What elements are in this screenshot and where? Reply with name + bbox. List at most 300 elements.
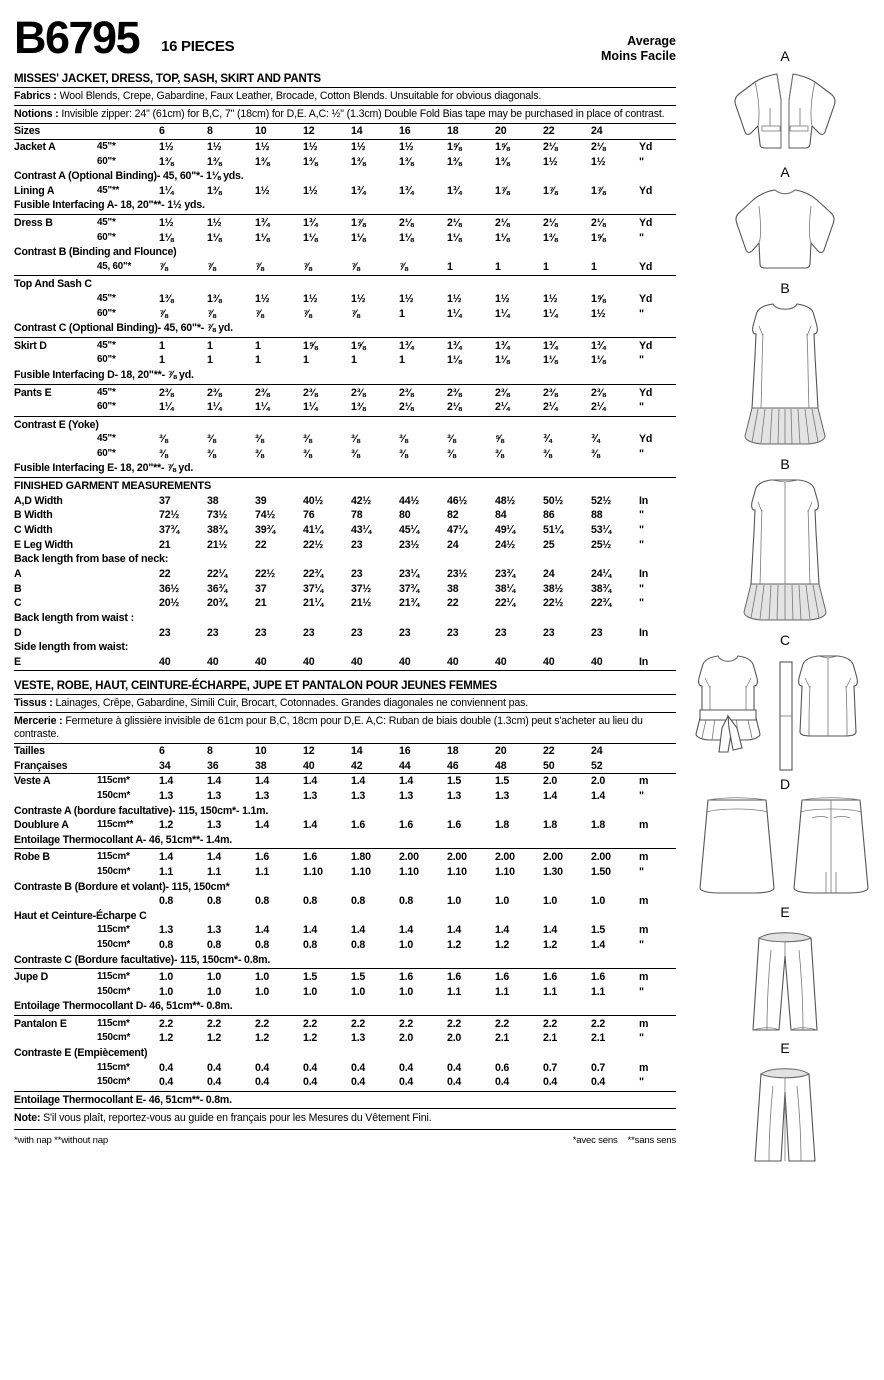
cell: 86 — [543, 509, 555, 522]
notions-label: Notions : — [14, 108, 59, 121]
fabric-width: 115cm* — [97, 1061, 130, 1073]
cell: 0.7 — [591, 1061, 606, 1074]
figure-label: A — [780, 164, 790, 180]
size-col: 52 — [591, 759, 603, 772]
row-label — [14, 1031, 97, 1046]
row-label — [14, 432, 97, 447]
cell: 2⅜ — [159, 386, 174, 399]
cell: ⅜ — [591, 447, 600, 460]
cell: ⅜ — [303, 433, 312, 446]
table-row — [14, 744, 676, 759]
unit: Yd — [639, 339, 653, 352]
size-col: 10 — [255, 125, 267, 138]
table-row — [14, 353, 676, 368]
table-row — [14, 508, 676, 523]
cell: 1.6 — [591, 971, 606, 984]
row-label — [14, 894, 97, 909]
fabrics-label: Fabrics : — [14, 90, 57, 102]
cell: 0.4 — [399, 1076, 414, 1089]
notions-text: Invisible zipper: 24" (61cm) for B,C, 7" (18cm) for D,E. A,C: ½" (1.3cm) Double Fold Bias tape may be purchased in place of contrast. — [61, 108, 665, 121]
title-fr: VESTE, ROBE, HAUT, CEINTURE-ÉCHARPE, JUPE ET PANTALON POUR JEUNES FEMMES — [14, 679, 497, 692]
cell: 0.4 — [543, 1076, 558, 1089]
cell: 1⅞ — [495, 184, 510, 197]
fabric-width: 115cm* — [97, 924, 130, 936]
unit: Yd — [639, 141, 653, 153]
cell: 1 — [255, 354, 261, 367]
cell: 2.00 — [495, 851, 515, 864]
cell: 2.2 — [399, 1017, 414, 1030]
size-col: 6 — [159, 125, 165, 138]
cell: 22½ — [303, 538, 324, 551]
note-fr-text: S'il vous plaît, reportez-vous au guide en français pour les Mesures du Vêtement Fini. — [43, 1112, 432, 1125]
yardage-contrast-b — [14, 260, 676, 275]
unit: " — [639, 509, 644, 522]
cell: 38 — [447, 582, 459, 595]
fabric-width: 115cm* — [97, 851, 130, 863]
cell: 22 — [159, 568, 171, 581]
cell: 2⅛ — [447, 216, 462, 229]
cell: 2.1 — [495, 1032, 510, 1045]
cell: 1⅜ — [207, 184, 222, 197]
size-col: 10 — [255, 745, 267, 758]
cell: 0.7 — [543, 1061, 558, 1074]
unit: " — [639, 307, 644, 320]
cell: 1.4 — [591, 938, 606, 951]
cell: 1.6 — [495, 971, 510, 984]
cell: 40½ — [303, 494, 324, 507]
table-row — [14, 938, 676, 953]
cell: 1½ — [495, 292, 510, 305]
cell: 1 — [591, 260, 597, 273]
cell: 82 — [447, 509, 459, 522]
cell: 23 — [255, 626, 267, 639]
cell: 1⅛ — [447, 354, 462, 367]
cell: 23¾ — [495, 568, 516, 581]
cell: 1.1 — [447, 985, 462, 998]
cell: 1.0 — [207, 971, 222, 984]
cell: 24½ — [495, 538, 516, 551]
row-label — [14, 155, 97, 170]
row-label — [14, 400, 97, 415]
cell: 2.00 — [591, 851, 611, 864]
cell: 1.4 — [591, 789, 606, 802]
cell: 2⅜ — [255, 386, 270, 399]
size-col: 46 — [447, 759, 459, 772]
unit: m — [639, 895, 649, 908]
size-col: 12 — [303, 745, 315, 758]
size-col: 48 — [495, 759, 507, 772]
difficulty-block — [601, 34, 676, 64]
cell: 1 — [303, 354, 309, 367]
cell: 1.0 — [591, 895, 606, 908]
fabric-width: 150cm* — [97, 1076, 131, 1088]
cell: 1.1 — [543, 985, 558, 998]
cell: 23½ — [447, 568, 468, 581]
row-label — [14, 938, 97, 953]
note-fusible-d: Fusible Interfacing D- 18, 20"**- ⅞ yd. — [14, 368, 194, 381]
cell: 40 — [447, 656, 459, 668]
cell: ⅜ — [495, 447, 504, 460]
note-entoilage-e: Entoilage Thermocollant E- 46, 51cm**- 0.8m. — [14, 1093, 232, 1106]
cell: 80 — [399, 509, 411, 522]
dress-front-flounce-icon — [715, 296, 855, 456]
unit: Yd — [639, 433, 653, 446]
cell: 23½ — [399, 538, 420, 551]
yardage-dress-b — [14, 216, 676, 245]
metrage-contraste-e — [14, 1061, 676, 1090]
fabric-width: 45"* — [97, 339, 116, 351]
cell: 1.5 — [303, 971, 318, 984]
cell: 1.4 — [207, 851, 222, 864]
cell: ⅞ — [351, 260, 360, 273]
table-row — [14, 400, 676, 415]
size-col: 20 — [495, 125, 507, 138]
table-row — [14, 432, 676, 447]
cell: 1.4 — [303, 775, 318, 788]
cell: 1⅜ — [159, 155, 174, 168]
table-row — [14, 538, 676, 553]
table-row — [14, 582, 676, 597]
cell: 1.6 — [399, 819, 414, 832]
sizes-label: Sizes — [14, 125, 41, 138]
divider — [14, 477, 676, 478]
pants-front-icon — [715, 920, 855, 1040]
row-label — [14, 1061, 97, 1076]
cell: 40 — [399, 656, 411, 668]
cell: 1.6 — [543, 971, 558, 984]
cell: 1.8 — [495, 819, 510, 832]
cell: 38 — [207, 494, 219, 507]
cell: 0.6 — [495, 1061, 510, 1074]
figure-dress-front — [690, 280, 880, 456]
cell: 23 — [447, 626, 459, 639]
cell: 0.4 — [207, 1076, 222, 1089]
cell: 22½ — [255, 568, 276, 581]
cell: 25 — [543, 538, 555, 551]
cell: ⅝ — [495, 433, 504, 446]
figure-dress-back — [690, 456, 880, 632]
cell: 1½ — [303, 292, 318, 305]
cell: 2.00 — [399, 851, 419, 864]
cell: ¾ — [591, 433, 600, 446]
size-col: 50 — [543, 759, 555, 772]
cell: 2⅛ — [447, 401, 462, 414]
cell: 37¼ — [303, 582, 324, 595]
cell: 41¼ — [303, 524, 324, 537]
row-label: B Width — [14, 509, 53, 522]
cell: 1.4 — [399, 775, 414, 788]
unit: " — [639, 789, 644, 802]
table-row — [14, 985, 676, 1000]
cell: ⅞ — [159, 260, 168, 273]
cell: 1⅞ — [543, 184, 558, 197]
cell: 1.0 — [543, 895, 558, 908]
cell: 0.4 — [399, 1061, 414, 1074]
size-col: 38 — [255, 759, 267, 772]
yardage-contrast-e — [14, 432, 676, 461]
tissus-line — [14, 695, 676, 712]
yardage-skirt-d — [14, 339, 676, 368]
cell: 1⅜ — [447, 155, 462, 168]
cell: 1.30 — [543, 865, 563, 878]
cell: 1.4 — [303, 924, 318, 937]
cell: 38½ — [543, 582, 564, 595]
cell: 1.3 — [159, 789, 174, 802]
header — [14, 12, 676, 64]
cell: 2.2 — [255, 1017, 270, 1030]
cell: 1.0 — [447, 895, 462, 908]
metrage-pantalon-e — [14, 1017, 676, 1046]
size-col: 22 — [543, 125, 555, 138]
cell: ⅜ — [543, 447, 552, 460]
cell: 1⅛ — [399, 231, 414, 244]
fabric-width: 60"* — [97, 307, 116, 319]
row-label: E — [14, 656, 21, 668]
fabric-width: 45"* — [97, 141, 116, 152]
cell: 1⅞ — [591, 184, 606, 197]
note-contrast-b: Contrast B (Binding and Flounce) — [14, 246, 177, 259]
row-label: A — [14, 568, 22, 581]
cell: 1.6 — [351, 819, 366, 832]
table-row — [14, 850, 676, 865]
fabric-width: 45"* — [97, 433, 116, 445]
cell: 1.2 — [159, 819, 174, 832]
cell: 1.3 — [207, 789, 222, 802]
cell: 23 — [351, 568, 363, 581]
cell: 1.6 — [447, 819, 462, 832]
cell: 2⅜ — [543, 386, 558, 399]
cell: 38¾ — [591, 582, 612, 595]
cell: ⅞ — [207, 307, 216, 320]
fabric-width: 60"* — [97, 447, 116, 459]
yardage-lining-a — [14, 184, 676, 199]
note-contraste-e: Contraste E (Empiècement) — [14, 1047, 148, 1060]
fabric-width: 60"* — [97, 401, 116, 413]
cell: 1.8 — [591, 819, 606, 832]
unit: Yd — [639, 260, 653, 273]
cell: 52½ — [591, 494, 612, 507]
fgm-back-neck — [14, 567, 676, 611]
cell: 1.80 — [351, 851, 371, 864]
table-row — [14, 1061, 676, 1076]
figure-label: C — [779, 632, 791, 648]
cell: 1 — [207, 339, 213, 352]
figure-label: B — [780, 280, 790, 296]
cell: 47¼ — [447, 524, 468, 537]
cell: 1⅛ — [591, 354, 606, 367]
cell: 20½ — [159, 597, 180, 610]
fabrics-text: Wool Blends, Crepe, Gabardine, Faux Leather, Brocade, Cotton Blends. Unsuitable for obvious diagonals. — [59, 90, 542, 102]
cell: 1⅛ — [447, 231, 462, 244]
cell: ⅜ — [351, 447, 360, 460]
cell: 84 — [495, 509, 507, 522]
cell: 1½ — [399, 141, 414, 153]
cell: 53¼ — [591, 524, 612, 537]
yardage-pants-e — [14, 386, 676, 415]
cell: 1¼ — [159, 401, 174, 414]
cell: 0.8 — [399, 895, 414, 908]
table-row — [14, 231, 676, 246]
cell: 1.3 — [207, 924, 222, 937]
cell: 1 — [495, 260, 501, 273]
cell: 1⅜ — [207, 292, 222, 305]
cell: 1.3 — [159, 924, 174, 937]
unit: " — [639, 354, 644, 367]
size-col: 16 — [399, 745, 411, 758]
cell: 1⅛ — [159, 231, 174, 244]
table-row — [14, 759, 676, 774]
unit: In — [639, 656, 649, 668]
cell: 21¾ — [399, 597, 420, 610]
figure-jacket-back — [690, 164, 880, 280]
table-row — [14, 774, 676, 789]
cell: 1⅜ — [351, 401, 366, 414]
cell: 1½ — [543, 155, 558, 168]
figure-label: A — [780, 48, 790, 64]
cell: 1½ — [255, 184, 270, 197]
size-col: 6 — [159, 745, 165, 758]
cell: 1½ — [543, 292, 558, 305]
cell: 1.2 — [495, 938, 510, 951]
cell: 2⅜ — [591, 386, 606, 399]
row-label: Dress B — [14, 216, 53, 229]
cell: 22¼ — [207, 568, 228, 581]
cell: 22¾ — [591, 597, 612, 610]
cell: 2⅜ — [399, 386, 414, 399]
cell: 20¾ — [207, 597, 228, 610]
cell: 1.5 — [591, 924, 606, 937]
table-row — [14, 124, 676, 139]
cell: 1¼ — [255, 401, 270, 414]
metrage-doublure-a — [14, 818, 676, 833]
cell: 1¼ — [207, 401, 222, 414]
mercerie-text: Fermeture à glissière invisible de 61cm pour B,C, 18cm pour D,E. A,C: Ruban de biais double (1.3cm) peut s'acheter au lieu du contraste. — [14, 714, 643, 740]
cell: 1.0 — [399, 985, 414, 998]
cell: 1.4 — [543, 924, 558, 937]
fabric-width: 150cm* — [97, 865, 131, 877]
cell: 1¼ — [543, 307, 558, 320]
cell: ⅞ — [399, 260, 408, 273]
size-col: 36 — [207, 759, 219, 772]
divider — [14, 275, 676, 276]
skirt-front-and-back-icon — [692, 792, 878, 904]
cell: 1.4 — [255, 775, 270, 788]
pattern-number: B6795 — [14, 12, 140, 63]
cell: 1.3 — [207, 819, 222, 832]
cell: ⅞ — [255, 260, 264, 273]
note-fusible-a: Fusible Interfacing A- 18, 20"**- 1½ yds. — [14, 199, 205, 212]
cell: 1.1 — [255, 865, 270, 878]
cell: ⅜ — [303, 447, 312, 460]
cell: 1 — [159, 354, 165, 367]
cell: 2⅜ — [351, 386, 366, 399]
cell: 1.0 — [351, 985, 366, 998]
metrage-jupe-d — [14, 970, 676, 999]
figure-label: E — [780, 1040, 790, 1056]
cell: 1 — [159, 339, 165, 352]
cell: 1⅝ — [591, 292, 606, 305]
cell: 39¾ — [255, 524, 276, 537]
cell: 39 — [255, 494, 267, 507]
cell: 1½ — [591, 307, 606, 320]
unit: " — [639, 155, 644, 168]
english-sizes-header — [14, 124, 676, 139]
cell: 1¼ — [159, 184, 174, 197]
cell: 1.0 — [303, 985, 318, 998]
note-contrast-e: Contrast E (Yoke) — [14, 418, 99, 431]
cell: 1½ — [351, 141, 366, 153]
size-col: 8 — [207, 125, 213, 138]
cell: 1½ — [159, 141, 174, 153]
cell: 1½ — [207, 141, 222, 153]
cell: 2⅛ — [543, 216, 558, 229]
mercerie-line — [14, 713, 676, 743]
cell: 0.4 — [303, 1076, 318, 1089]
cell: ⅜ — [351, 433, 360, 446]
size-col: 42 — [351, 759, 363, 772]
table-row — [14, 292, 676, 307]
cell: 1 — [207, 354, 213, 367]
cell: 1.0 — [255, 985, 270, 998]
cell: 40 — [495, 656, 507, 668]
cell: 37 — [159, 494, 171, 507]
unit: " — [639, 1076, 644, 1089]
cell: 1¼ — [447, 307, 462, 320]
cell: 1.4 — [255, 924, 270, 937]
cell: 1.6 — [447, 971, 462, 984]
fgm-side-waist — [14, 655, 676, 670]
row-label: D — [14, 626, 22, 639]
cell: 1⅜ — [255, 155, 270, 168]
cell: 1⅜ — [543, 231, 558, 244]
note-contraste-c: Contraste C (Bordure facultative)- 115, 150cm*- 0.8m. — [14, 953, 271, 966]
divider — [14, 1015, 676, 1016]
divider — [14, 1108, 676, 1109]
cell: 22½ — [543, 597, 564, 610]
cell: 1.50 — [591, 865, 611, 878]
fabric-width: 115cm* — [97, 1017, 130, 1029]
cell: 1.5 — [447, 775, 462, 788]
unit: " — [639, 401, 644, 414]
metrage-haut-c — [14, 923, 676, 952]
cell: 1.4 — [255, 819, 270, 832]
cell: 0.4 — [591, 1076, 606, 1089]
cell: 1.1 — [159, 865, 174, 878]
cell: 1.5 — [495, 775, 510, 788]
cell: 0.8 — [207, 938, 222, 951]
unit: m — [639, 1017, 649, 1030]
cell: 24 — [543, 568, 555, 581]
size-col: 14 — [351, 745, 363, 758]
unit: m — [639, 775, 649, 788]
divider — [14, 384, 676, 385]
cell: ⅜ — [255, 433, 264, 446]
cell: 1½ — [447, 292, 462, 305]
cell: 1¾ — [447, 339, 462, 352]
cell: 2.2 — [159, 1017, 174, 1030]
cell: 1⅝ — [495, 141, 510, 153]
cell: 1½ — [303, 184, 318, 197]
cell: 1.4 — [543, 789, 558, 802]
cell: 1.0 — [159, 971, 174, 984]
dress-back-flounce-icon — [715, 472, 855, 632]
unit: Yd — [639, 292, 653, 305]
cell: 1¾ — [351, 184, 366, 197]
fabric-width: 115cm* — [97, 971, 130, 983]
cell: 1.10 — [303, 865, 323, 878]
cell: 22¾ — [303, 568, 324, 581]
cell: 1.2 — [447, 938, 462, 951]
